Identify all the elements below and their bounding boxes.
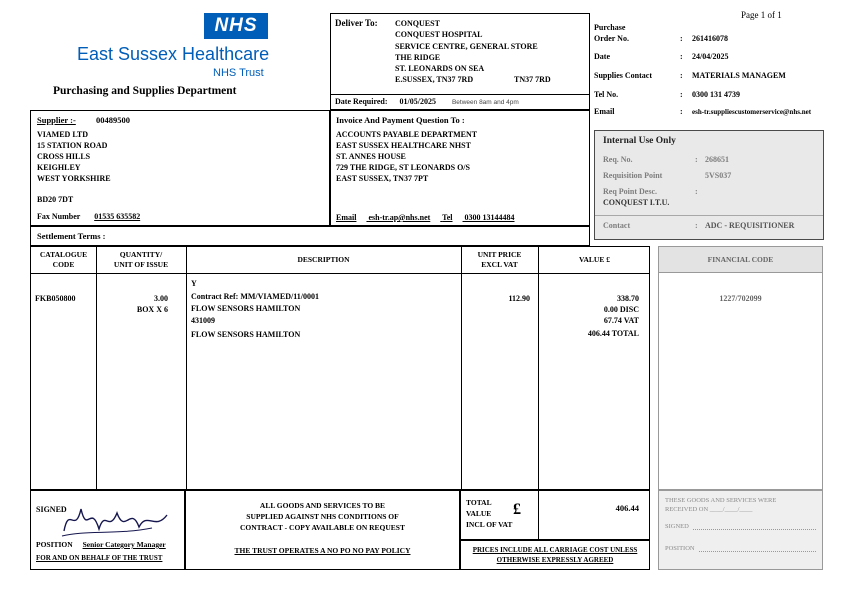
dotted-line [693, 528, 816, 530]
invoice-address-line: ACCOUNTS PAYABLE DEPARTMENT [336, 130, 478, 139]
internal-contact-value: ADC - REQUISITIONER [705, 221, 795, 230]
invoice-contact-row [336, 213, 525, 222]
delivery-window: Between 8am and 4pm [451, 99, 519, 106]
signed-label: SIGNED [36, 505, 67, 514]
fax-value: 01535 635582 [94, 212, 141, 221]
deliver-address-line: ST. LEONARDS ON SEA [395, 64, 485, 74]
order-no-label: Order No. [594, 34, 629, 43]
supplies-contact-value: MATERIALS MANAGEM [692, 71, 786, 80]
colon: : [680, 90, 683, 99]
order-date-value: 24/04/2025 [692, 52, 729, 61]
order-info-panel [594, 23, 828, 116]
req-point-desc-label: Req Point Desc. [603, 187, 657, 196]
date-required-value: 01/05/2025 [399, 97, 436, 106]
carriage-note-line: OTHERWISE EXPRESSLY AGREED [496, 556, 614, 564]
header-quantity: QUANTITY/ UNIT OF ISSUE [113, 250, 169, 269]
carriage-note-box [460, 540, 650, 570]
req-no-label: Req. No. [603, 155, 633, 164]
deliver-to-label: Deliver To: [335, 18, 378, 28]
invoice-address-line: EAST SUSSEX, TN37 7PT [336, 174, 429, 183]
internal-contact-label: Contact [603, 221, 631, 230]
req-no-value: 268651 [705, 155, 729, 164]
deliver-address-line: CONQUEST HOSPITAL [395, 30, 483, 40]
page-number: Page 1 of 1 [741, 10, 782, 20]
financial-code-box [658, 246, 823, 490]
fax-label: Fax Number [37, 212, 81, 221]
supplier-address-line: WEST YORKSHIRE [37, 174, 111, 183]
value-line: 406.44 TOTAL [587, 329, 639, 338]
unit-of-issue-cell: BOX X 6 [136, 305, 168, 314]
total-value: 406.44 [615, 503, 639, 513]
deliver-address-line: E.SUSSEX, TN37 7RD [395, 75, 474, 85]
supplier-address [37, 129, 111, 184]
description-line: 431009 [191, 316, 215, 325]
signed-box [30, 490, 185, 570]
conditions-box [185, 490, 460, 570]
description-line: Contract Ref: MM/VIAMED/11/0001 [191, 292, 319, 301]
internal-use-box [594, 130, 824, 240]
invoice-box [330, 110, 590, 226]
column-divider [461, 247, 462, 489]
department-title: Purchasing and Supplies Department [53, 85, 237, 97]
requisition-point-value: 5VS037 [705, 171, 732, 180]
supplier-fax-row [37, 212, 140, 221]
conditions-line: SUPPLIED AGAINST NHS CONDITIONS OF [246, 512, 399, 521]
signature [56, 493, 181, 541]
email-label: Email [594, 107, 615, 116]
supplier-postcode: BD20 7DT [37, 195, 74, 204]
description-line: FLOW SENSORS HAMILTON [191, 330, 301, 339]
received-note-line: THESE GOODS AND SERVICES WERE [665, 497, 777, 504]
tel-label: Tel No. [594, 90, 619, 99]
no-po-no-pay-policy: THE TRUST OPERATES A NO PO NO PAY POLICY [234, 546, 411, 555]
description-line: FLOW SENSORS HAMILTON [191, 304, 301, 313]
supplier-address-line: 15 STATION ROAD [37, 141, 108, 150]
received-signed-row [665, 523, 816, 530]
date-required-row [331, 94, 589, 109]
header-divider [31, 273, 649, 274]
colon: : [680, 107, 683, 116]
currency-symbol: £ [513, 501, 521, 518]
goods-received-box [658, 490, 823, 570]
position-row [36, 540, 166, 549]
supplier-label: Supplier :- [37, 115, 76, 125]
conditions-line: CONTRACT - COPY AVAILABLE ON REQUEST [240, 523, 405, 532]
line-items-table [30, 246, 650, 490]
deliver-postcode-extra: TN37 7RD [514, 75, 551, 84]
quantity-cell: 3.00 [154, 294, 168, 303]
total-value-cell [538, 491, 649, 539]
column-divider [186, 247, 187, 489]
invoice-email-value: esh-tr.ap@nhs.net [368, 213, 431, 222]
header-unit-price: UNIT PRICE EXCL VAT [477, 250, 522, 269]
invoice-tel-label: Tel [442, 213, 453, 222]
settlement-terms-box [30, 226, 590, 246]
date-required-label: Date Required: [335, 97, 388, 106]
req-point-desc-value: CONQUEST I.T.U. [603, 198, 670, 207]
position-value: Senior Category Manager [82, 540, 166, 549]
conditions-line: ALL GOODS AND SERVICES TO BE [259, 501, 386, 510]
position-label: POSITION [36, 540, 73, 549]
colon: : [680, 71, 683, 80]
received-signed-label: SIGNED [665, 523, 689, 530]
nhs-logo: NHS [204, 13, 268, 39]
unit-price-cell: 112.90 [508, 294, 530, 303]
invoice-email-label: Email [336, 213, 357, 222]
header-description: DESCRIPTION [297, 255, 350, 264]
supplier-address-line: CROSS HILLS [37, 152, 91, 161]
purchase-label: Purchase [594, 23, 626, 32]
email-value: esh-tr.suppliescustomerservice@nhs.net [692, 108, 812, 116]
internal-use-title: Internal Use Only [603, 136, 676, 146]
colon: : [695, 187, 698, 196]
catalogue-code-cell: FKB050800 [35, 294, 76, 303]
requisition-point-label: Requisition Point [603, 171, 663, 180]
supplier-address-line: VIAMED LTD [37, 130, 89, 139]
dotted-line [699, 550, 816, 552]
trust-name: East Sussex Healthcare [77, 44, 270, 64]
deliver-address-line: CONQUEST [395, 19, 440, 28]
description-line: Y [191, 279, 197, 288]
deliver-to-box [330, 13, 590, 110]
trust-type-label: NHS Trust [213, 67, 264, 79]
divider [595, 215, 823, 216]
deliver-address-line: SERVICE CENTRE, GENERAL STORE [395, 41, 538, 51]
supplies-contact-label: Supplies Contact [594, 71, 653, 80]
total-value-label: TOTAL VALUE INCL OF VAT [466, 498, 513, 529]
value-line: 338.70 [617, 294, 639, 303]
tel-value: 0300 131 4739 [692, 90, 740, 99]
invoice-address-line: ST. ANNES HOUSE [336, 152, 406, 161]
column-divider [96, 247, 97, 489]
received-position-label: POSITION [665, 545, 695, 552]
colon: : [695, 155, 698, 164]
colon: : [680, 34, 683, 43]
column-divider [538, 247, 539, 489]
value-line: 0.00 DISC [603, 305, 639, 314]
on-behalf-label: FOR AND ON BEHALF OF THE TRUST [36, 554, 163, 562]
received-note-line: RECEIVED ON ____/____/____ [665, 506, 753, 513]
header-value: VALUE £ [579, 255, 610, 264]
invoice-address-line: 729 THE RIDGE, ST LEONARDS O/S [336, 163, 470, 172]
conditions-text [186, 500, 459, 533]
received-position-row [665, 545, 816, 552]
invoice-tel-value: 0300 13144484 [464, 213, 515, 222]
supplier-code: 00489500 [95, 115, 130, 125]
order-no-value: 261416078 [692, 34, 728, 43]
settlement-terms-label: Settlement Terms : [37, 231, 106, 241]
invoice-address [336, 129, 477, 184]
supplier-address-line: KEIGHLEY [37, 163, 81, 172]
order-date-label: Date [594, 52, 610, 61]
header-financial-code: FINANCIAL CODE [659, 247, 822, 273]
colon: : [680, 52, 683, 61]
financial-code-cell: 1227/702099 [719, 294, 762, 303]
total-value-box [460, 490, 650, 540]
invoice-address-line: EAST SUSSEX HEALTHCARE NHST [336, 141, 471, 150]
header-catalogue-code: CATALOGUE CODE [39, 250, 88, 269]
value-line: 67.74 VAT [603, 316, 639, 325]
carriage-note-line: PRICES INCLUDE ALL CARRIAGE COST UNLESS [472, 546, 638, 554]
invoice-title: Invoice And Payment Question To : [336, 115, 465, 125]
colon: : [695, 221, 698, 230]
deliver-address-line: THE RIDGE [395, 52, 441, 62]
supplier-box [30, 110, 330, 226]
supplier-header [37, 115, 130, 125]
